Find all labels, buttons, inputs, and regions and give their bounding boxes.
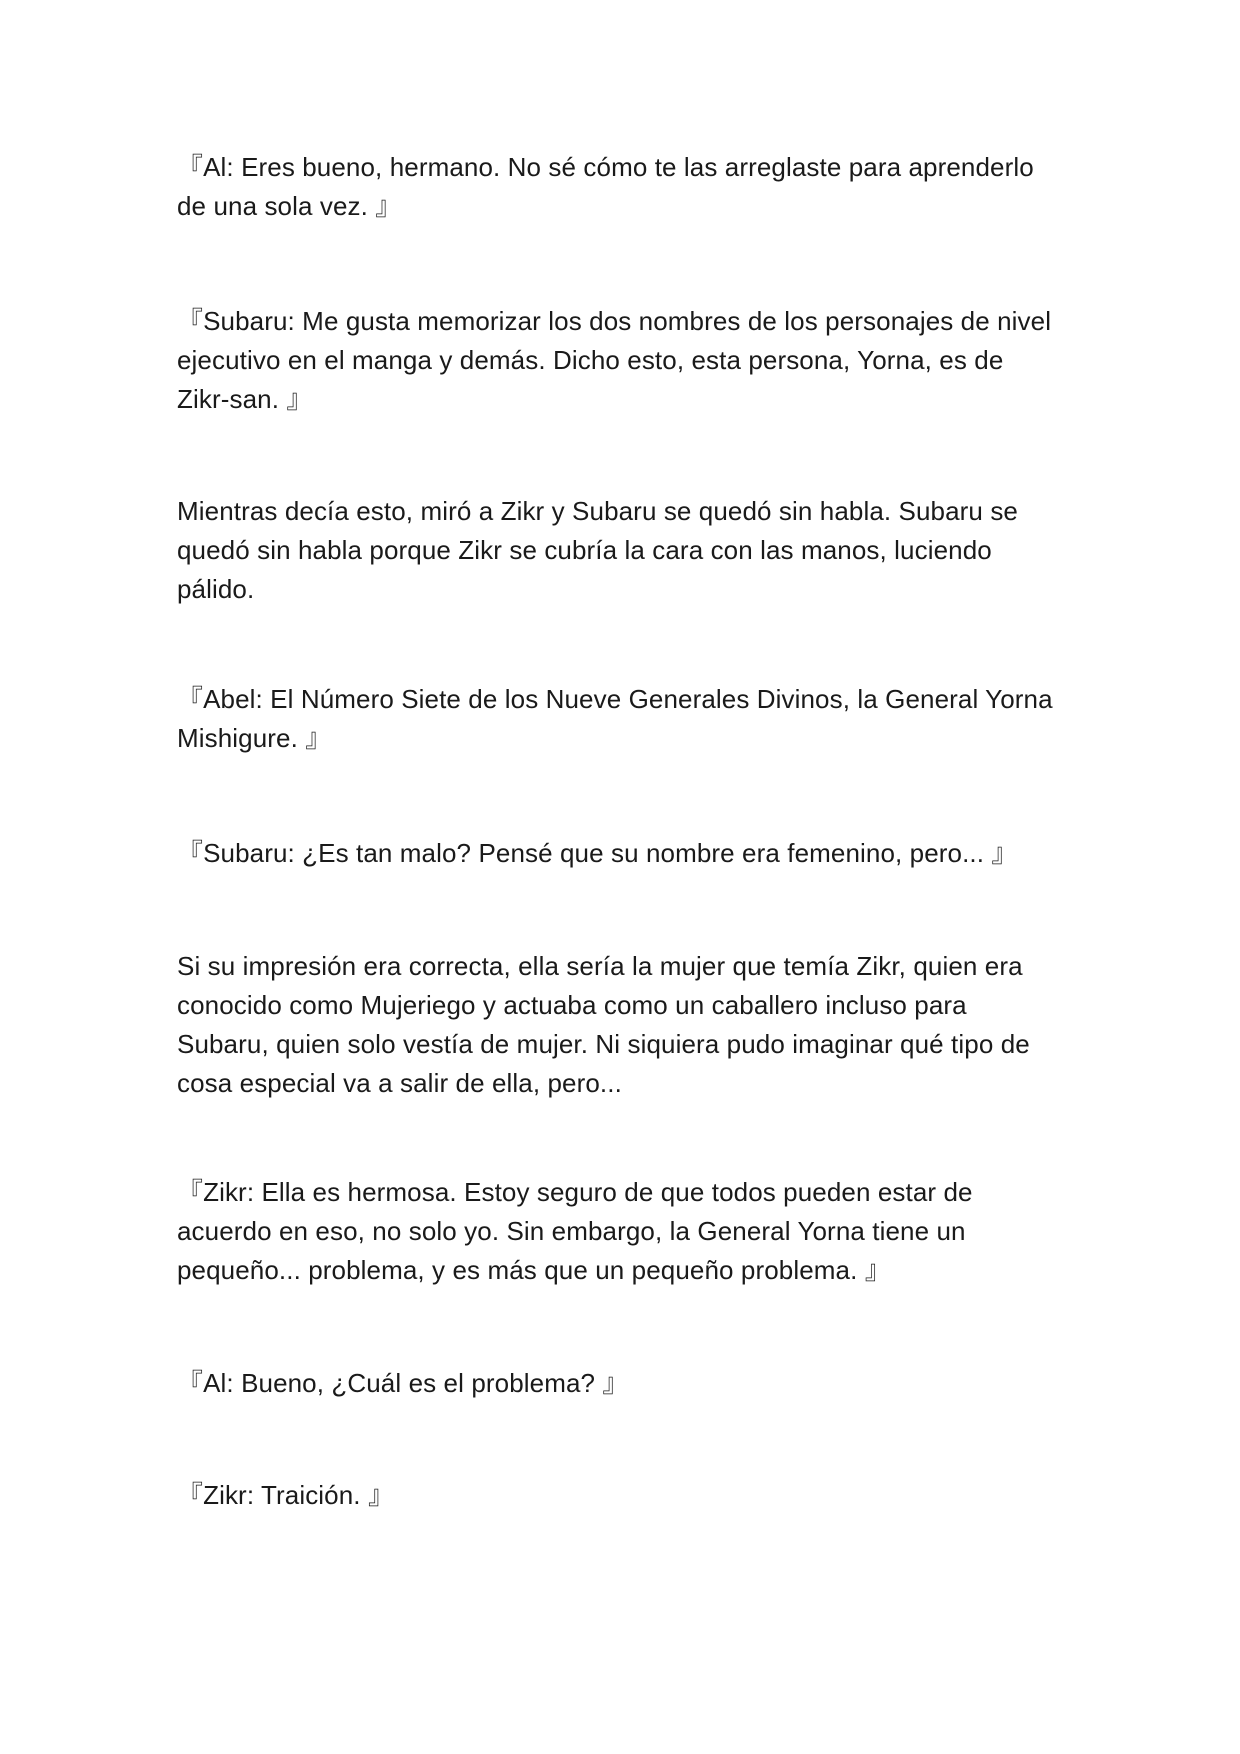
text-line: Subaru, quien solo vestía de mujer. Ni siquiera pudo imaginar qué tipo de — [177, 1029, 1030, 1059]
text-line: ejecutivo en el manga y demás. Dicho esto, esta persona, Yorna, es de — [177, 345, 1004, 375]
text-line: 『Subaru: ¿Es tan malo? Pensé que su nombre era femenino, pero... 』 — [177, 838, 1018, 868]
text-line: pequeño... problema, y es más que un pequeño problema. 』 — [177, 1255, 891, 1285]
dialogue-al-2 — [177, 1364, 1077, 1403]
text-line: conocido como Mujeriego y actuaba como un caballero incluso para — [177, 990, 967, 1020]
narration-1 — [177, 492, 1077, 609]
text-line: Zikr-san. 』 — [177, 384, 313, 414]
text-line: pálido. — [177, 574, 255, 604]
text-line: de una sola vez. 』 — [177, 191, 402, 221]
dialogue-zikr-1 — [177, 1173, 1077, 1290]
text-line: Si su impresión era correcta, ella sería la mujer que temía Zikr, quien era — [177, 951, 1023, 981]
narration-2 — [177, 947, 1077, 1103]
text-line: 『Al: Bueno, ¿Cuál es el problema? 』 — [177, 1368, 629, 1398]
dialogue-subaru-2 — [177, 834, 1077, 873]
text-line: 『Zikr: Traición. 』 — [177, 1480, 395, 1510]
text-line: quedó sin habla porque Zikr se cubría la cara con las manos, luciendo — [177, 535, 992, 565]
text-line: 『Subaru: Me gusta memorizar los dos nombres de los personajes de nivel — [177, 306, 1052, 336]
text-line: acuerdo en eso, no solo yo. Sin embargo, la General Yorna tiene un — [177, 1216, 966, 1246]
dialogue-abel-1 — [177, 680, 1077, 758]
dialogue-subaru-1 — [177, 302, 1077, 419]
text-line: 『Al: Eres bueno, hermano. No sé cómo te las arreglaste para aprenderlo — [177, 152, 1034, 182]
text-line: cosa especial va a salir de ella, pero... — [177, 1068, 622, 1098]
text-line: 『Zikr: Ella es hermosa. Estoy seguro de que todos pueden estar de — [177, 1177, 973, 1207]
dialogue-zikr-2 — [177, 1476, 1077, 1515]
text-line: Mientras decía esto, miró a Zikr y Subaru se quedó sin habla. Subaru se — [177, 496, 1018, 526]
text-line: 『Abel: El Número Siete de los Nueve Generales Divinos, la General Yorna — [177, 684, 1053, 714]
dialogue-al-1 — [177, 148, 1077, 226]
text-line: Mishigure. 』 — [177, 723, 332, 753]
